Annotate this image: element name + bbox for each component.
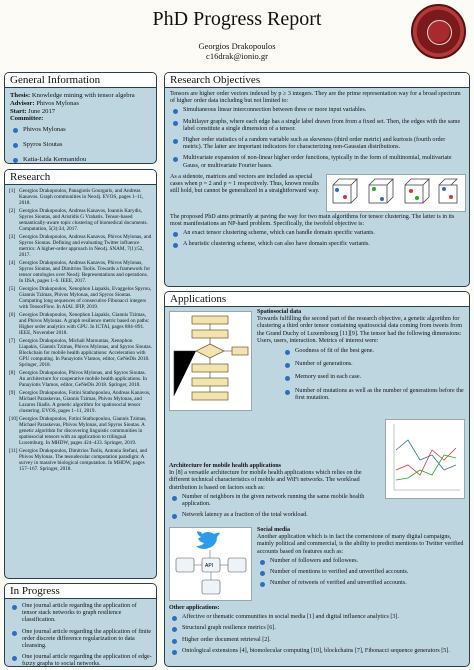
general-information-body [5, 88, 156, 164]
tensor-figure [326, 174, 466, 212]
mobile-health-factors [169, 494, 379, 520]
mobile-health-section [169, 463, 379, 523]
reference-item [9, 260, 152, 284]
in-progress-item: One journal article regarding the application of edge-fuzzy graphs to social networks. [9, 654, 152, 667]
objectives-list [170, 107, 464, 169]
other-applications-list [169, 614, 465, 655]
other-application-item: Structural graph resilience metrics [6]. [169, 625, 465, 632]
applications-body [165, 307, 469, 666]
other-applications-section [169, 605, 465, 659]
objectives-intro: Tensors are higher order vectors indexed by p ≥ 3 integers. They are the prime representation way for a broad spectrum of higher order data including but not limited to: [170, 91, 461, 105]
thesis-row [10, 92, 151, 100]
mobile-health-title: Architecture for mobile health applications [169, 463, 282, 469]
goal-item: A heuristic clustering scheme, which can also have domain specific variants. [170, 241, 464, 248]
other-application-item: Ontological extensions [4], biomolecular computing [10], blockchains [7], Fibonacci sequence generators [5]. [169, 648, 465, 655]
metric-item: Number of mutations as well as the number of generations before the first mutation. [282, 388, 465, 402]
twitter-architecture-figure [169, 527, 252, 601]
start-row [10, 108, 151, 116]
api-label: API [205, 563, 214, 569]
reference-item [9, 416, 152, 446]
social-media-title: Social media [257, 527, 291, 533]
reference-item [9, 286, 152, 310]
objective-item: Multilayer graphs, where each edge has a single label drawn from from a fixed set. Then, the edges with the same label constitute a single dimension of a tensor. [170, 119, 464, 133]
other-application-item: Affective or thematic communities in social media [1] and digital influence analytics [3]. [169, 614, 465, 621]
tensor-entries [335, 187, 453, 201]
committee-list [10, 126, 151, 163]
performance-plot-graphic [386, 420, 464, 498]
reference-number: [9] [9, 390, 16, 396]
objectives-goal: The proposed PhD aims primarily at paving the way for two main algorithms for tensor clustering. The latter is in its most manifestations an NP-hard problem. Specifically, the twofold objective is: [170, 213, 455, 228]
goals-list [170, 230, 464, 248]
mobile-health-text: In [8] a versatile architecture for mobile health applications which relies on the different technical characteristics of mobile and WiFi networks. The workload distribution is based on factors such as: [169, 470, 362, 491]
social-media-section [257, 527, 465, 591]
applications-box [164, 291, 470, 667]
other-applications-title: Other applications: [169, 605, 220, 611]
reference-text: Georgios Drakopoulos, Michail Marountas, Xenophon Liapakis, Giannis Tzimas, Phivos Mylonas, and Spyros Sioutas. Blockchain for mobile health applications: Acceleration with GPU computing. In Panayiotis Vlamos, editor, GeNeDis 2018. Springer, 2018. [19, 338, 152, 368]
reference-item [9, 448, 152, 472]
author-name: Georgios Drakopoulos [198, 41, 276, 51]
metric-item: Number of generations. [282, 361, 382, 368]
other-application-item: Higher order document retrieval [2]. [169, 637, 465, 644]
reference-item [9, 208, 152, 232]
reference-number: [4] [9, 260, 16, 266]
reference-number: [8] [9, 370, 16, 376]
factor-item: Number of neighbors in the given network running the same mobile health application. [169, 494, 379, 508]
reference-number: [7] [9, 338, 16, 344]
reference-number: [3] [9, 234, 16, 240]
reference-number: [2] [9, 208, 16, 214]
reference-text: Georgios Drakopoulos, Xenophon Liapakis, Evaggelos Spyrou, Giannis Tzimas, Phivos Mylonas, and Spyros Sioutas. Computing long sequences of consecutive Fibonacci integers with TensorFlow. In AIAI. IFIP, 2019. [19, 286, 152, 310]
applications-title: Applications [165, 292, 469, 307]
metric-item: Memory used in each case. [282, 374, 382, 381]
goal-item: An exact tensor clustering scheme, which can handle domain specific variants. [170, 230, 464, 237]
thesis-label: Thesis: [10, 92, 31, 99]
in-progress-box [4, 583, 157, 667]
spatiosocial-section [257, 309, 465, 406]
research-objectives-box [164, 72, 470, 287]
reference-item [9, 188, 152, 206]
reference-text: Georgios Drakopoulos, Andreas Kanavos, Phivos Mylonas, and Spyros Sioutas. Defining and evaluating Twitter influence metrics: A higher-order approach in Neo4j. SNAM, 7(1):52, 2017. [19, 234, 152, 258]
reference-number: [11] [9, 448, 18, 454]
objective-item: Higher order statistics of a random variable such as skewness (third order metric) and kurtosis (fourth order metric). The latter are important indicators for characterizing non-Gaussian distributions. [170, 137, 464, 151]
reference-list [9, 188, 152, 472]
factor-item: Network latency as a fraction of the total workload. [169, 512, 379, 519]
performance-plot [385, 419, 465, 499]
in-progress-body [5, 599, 156, 667]
advisor-row [10, 100, 151, 108]
research-box [4, 169, 157, 579]
reference-number: [6] [9, 312, 16, 318]
reference-text: Georgios Drakopoulos, Panagiotis Gourgaris, and Andreas Kanavos. Graph communities in Neo4j. EVOS, pages 1–11, 2018. [19, 188, 144, 206]
research-objectives-title: Research Objectives [165, 73, 469, 88]
reference-text: Georgios Drakopoulos, Dimitrios Tsolis, Antonia Stefani, and Phivos Mylonas. The tessudecular computation paradigm: A survey in massive biological computation. In MHDW, pages 157–167. Springer, 2018. [19, 448, 148, 472]
social-media-text: Another application which is in fact the cornerstone of many digital campaigns, mainly political and commercial, is the ability to predict mentions to Twitter verified accounts based on features such as: [257, 534, 464, 555]
reference-item [9, 390, 152, 414]
objective-item: Simultaneous linear interconnection between three or more input variables. [170, 107, 464, 114]
twitter-bird-icon [196, 531, 220, 549]
reference-item [9, 338, 152, 368]
start-value: June 2017 [28, 107, 56, 115]
research-title: Research [5, 170, 156, 185]
research-body [5, 185, 156, 477]
poster-header [0, 0, 474, 66]
in-progress-item: One journal article regarding the application of tensor stack networks to graph resilience classification. [9, 603, 152, 625]
reference-text: Georgios Drakopoulos, Andreas Kanavos, Ioannis Karydis, Spyros Sioutas, and Aristidis G Vrahatis. Tensor-based semantically-aware topic clustering of biomedical documents. Computation, 5(3):34, 2017. [19, 208, 148, 232]
committee-member: Phivos Mylonas [10, 126, 151, 134]
reference-number: [5] [9, 286, 16, 292]
reference-text: Georgios Drakopoulos, Fotini Stathopoulou, Andreas Kanavos, Michael Paraskevas, Giannis Tzimas, Phivos Mylonas, and Lazaros Iliadis. A genetic algorithm for spatiosocial tensor clustering. EVOS, pages 1–11, 2019. [19, 390, 151, 414]
twitter-architecture-diagram [170, 528, 251, 600]
start-label: Start: [10, 107, 27, 115]
reference-number: [10] [9, 416, 18, 422]
in-progress-list [9, 603, 152, 667]
reference-number: [1] [9, 188, 16, 194]
tensor-cubes-illustration [327, 175, 465, 211]
reference-text: Georgios Drakopoulos, Xenophon Liapakis, Giannis Tzimas, and Phivos Mylonas. A graph resilience metric based on paths: Higher order analytics with GPU. In ICTAI, pages 884–891. IEEE, November 2018. [19, 312, 150, 336]
committee-row [10, 115, 151, 123]
feature-item: Number of mentions to verified and unverified accounts. [257, 569, 465, 576]
feature-item: Number of followers and followees. [257, 558, 465, 565]
committee-member: Katia-Lida Kermanidou [10, 156, 151, 164]
advisor-value: Phivos Mylonas [36, 99, 79, 107]
general-information-title: General Information [5, 73, 156, 88]
feature-item: Number of retweets of verified and unverified accounts. [257, 580, 465, 587]
reference-text: Georgios Drakopoulos, Andreas Kanavos, Phivos Mylonas, Spyros Sioutas, and Dimitrios Tsolis. Towards a framework for tensor ontologies over Neo4j: Representations and operations. In IISA, pages 1–6. IEEE, 2017. [19, 260, 151, 284]
sidenote-text: As a sidenote, matrices and vectors are included as special cases when p = 2 and p = 1 respectively. Thus, known results still hold, but cannot be generalized in a straightforward way. [170, 173, 320, 195]
metric-item: Goodness of fit of the best gene. [282, 348, 465, 355]
committee-member: Spyros Sioutas [10, 141, 151, 149]
spatiosocial-text: Towards fulfilling the second part of the research objective, a genetic algorithm for clustering a third order tensor containing spatiosocial data coming from tweets from the Grand Duchy of Luxembourg [11][9]. The tensor had the following dimensions: Users, users, interaction. Metrics of interest were: [257, 316, 462, 344]
author-block [0, 42, 474, 61]
advisor-label: Advisor: [10, 99, 35, 107]
page-title: PhD Progress Report [152, 8, 322, 30]
university-logo [411, 4, 466, 59]
social-media-features [257, 558, 465, 588]
in-progress-item: One journal article regarding the application of finite order discrete difference regularization to data cleansing. [9, 629, 152, 651]
spatiosocial-metrics [282, 348, 465, 402]
general-information-box [4, 72, 157, 164]
genetic-algorithm-flowchart [169, 311, 252, 411]
flowchart-diagram [170, 312, 251, 410]
cube-icon [333, 179, 457, 203]
in-progress-title: In Progress [5, 584, 156, 599]
author-email: c16drak@ionio.gr [206, 50, 268, 61]
thesis-value: Knowledge mining with tensor algebra [31, 92, 135, 99]
sidenote-row [170, 174, 464, 214]
reference-item [9, 312, 152, 336]
spatiosocial-title: Spatiosocial data [257, 309, 302, 315]
reference-item [9, 370, 152, 388]
research-objectives-body [165, 88, 469, 256]
reference-text: Georgios Drakopoulos, Fotini Stathopoulou, Giannis Tzimas, Michael Paraskevas, Phivos Mylonas, and Spyros Sioutas. A genetic algorithm for discovering linguistic communities in spatiosocial tensors with an application to trilingual Luxemburg. In MHDW, pages 424–433. Springer, 2019. [19, 416, 147, 446]
reference-text: Georgios Drakopoulos, Phivos Mylonas, and Spyros Sioutas. An architecture for cooperative mobile health applications. In Panayiotis Vlamos, editor, GeNeDis 2018. Springer, 2018. [19, 370, 147, 388]
committee-label: Committee: [10, 115, 44, 123]
objective-item: Multivariate expansion of non-linear higher order functions, typically in the form of multinomial, multivariate Gauss, or multivariate Fourier bases. [170, 155, 464, 169]
reference-item [9, 234, 152, 258]
